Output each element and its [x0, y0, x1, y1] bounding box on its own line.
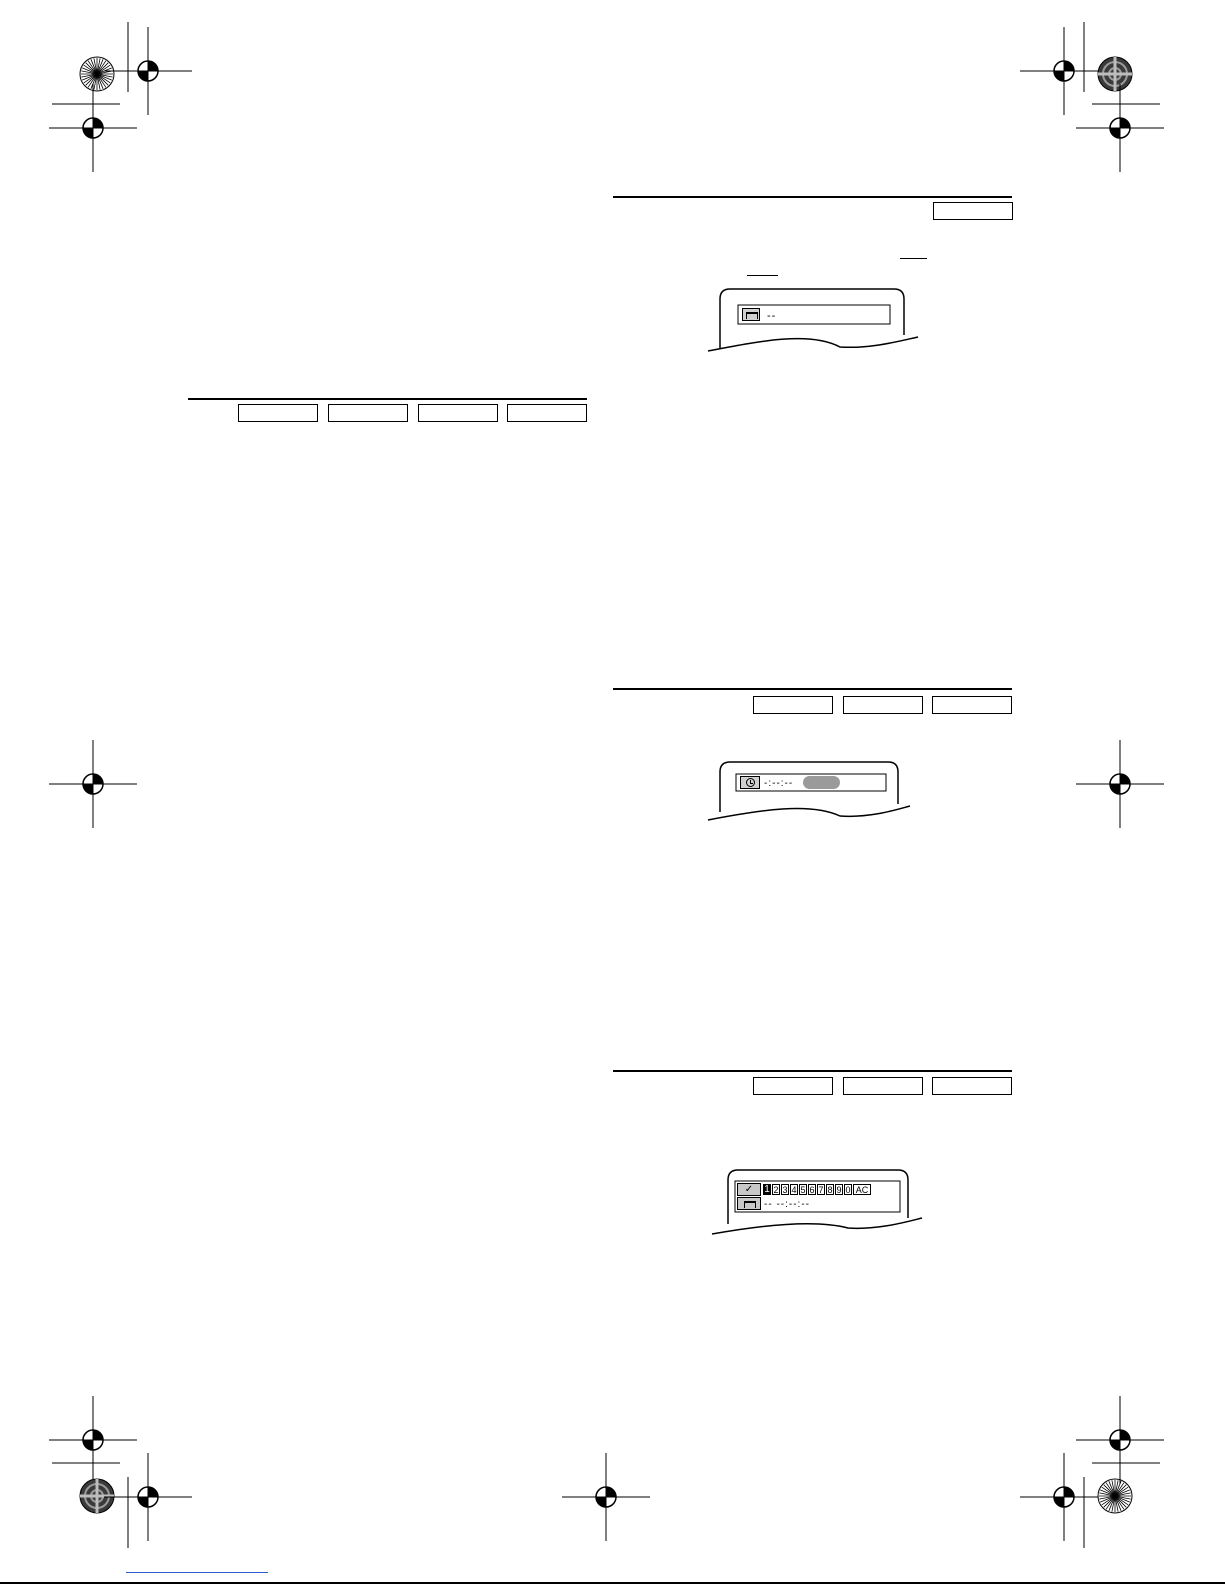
digit-key-0[interactable]: 0 [845, 1185, 851, 1195]
section-3-badge-1 [753, 1077, 833, 1095]
digit-key-3[interactable]: 3 [782, 1185, 788, 1195]
digit-key-1[interactable]: 1 [764, 1184, 770, 1195]
crosshair-mark-middle-right [1076, 740, 1164, 828]
starburst-mark-top-left [80, 57, 114, 91]
check-icon: ✓ [737, 1183, 761, 1196]
crosshair-mark-left-upper [49, 84, 137, 172]
crosshair-mark-bottom-left [104, 1453, 192, 1541]
page-bottom-edge [0, 1582, 1225, 1584]
disc-badge-3 [418, 404, 498, 422]
section-1-badge [933, 202, 1013, 220]
crosshair-mark-top-right [1020, 27, 1108, 115]
tv-screen-title-search [700, 287, 920, 367]
section-2-badge-2 [843, 696, 923, 714]
crosshair-mark-middle-left [49, 740, 137, 828]
disc-badge-2 [328, 404, 408, 422]
digit-key-7[interactable]: 7 [818, 1185, 824, 1195]
digit-key-4[interactable]: 4 [791, 1185, 797, 1195]
crosshair-mark-right-lower [1076, 1396, 1164, 1484]
digit-key-5[interactable]: 5 [800, 1185, 806, 1195]
digit-key-9[interactable]: 9 [836, 1185, 842, 1195]
underline-mark-2 [747, 275, 778, 276]
section-2-badge-3 [932, 696, 1012, 714]
tv-screen-direct-search [708, 1168, 928, 1243]
crosshair-mark-left-lower [49, 1396, 137, 1484]
bottom-link-underline [126, 1571, 268, 1573]
section-3-badge-2 [843, 1077, 923, 1095]
left-section-rule [188, 398, 587, 400]
osd-title-value: -- [767, 310, 777, 322]
right-section-2-rule [613, 688, 1012, 690]
right-section-3-rule [613, 1070, 1012, 1072]
tv-screen-time-search [700, 760, 920, 830]
crosshair-mark-top-left [104, 27, 192, 115]
digit-key-6[interactable]: 6 [809, 1185, 815, 1195]
osd-time-value: -:--:-- [764, 778, 794, 789]
disc-badge-1 [238, 404, 318, 422]
digit-key-2[interactable]: 2 [773, 1185, 779, 1195]
crosshair-mark-bottom-center [562, 1453, 650, 1541]
title-icon-2 [737, 1197, 761, 1210]
clear-key[interactable]: AC [853, 1184, 871, 1195]
starburst-mark-bottom-right [1098, 1479, 1132, 1513]
right-section-1-rule [613, 196, 1012, 198]
underline-mark-1 [900, 258, 927, 259]
disc-badge-4 [507, 404, 587, 422]
digit-key-8[interactable]: 8 [827, 1185, 833, 1195]
crosshair-mark-right-upper [1076, 84, 1164, 172]
colorwheel-mark-bottom-left [80, 1479, 114, 1513]
crosshair-mark-bottom-right [1020, 1453, 1108, 1541]
section-2-badge-1 [753, 696, 833, 714]
section-3-badge-3 [932, 1077, 1012, 1095]
clock-icon [740, 776, 760, 789]
osd-search-value: -- --:--:-- [764, 1199, 810, 1210]
digit-keypad [763, 1184, 871, 1196]
colorwheel-mark-top-right [1098, 57, 1132, 91]
title-icon [742, 308, 760, 321]
